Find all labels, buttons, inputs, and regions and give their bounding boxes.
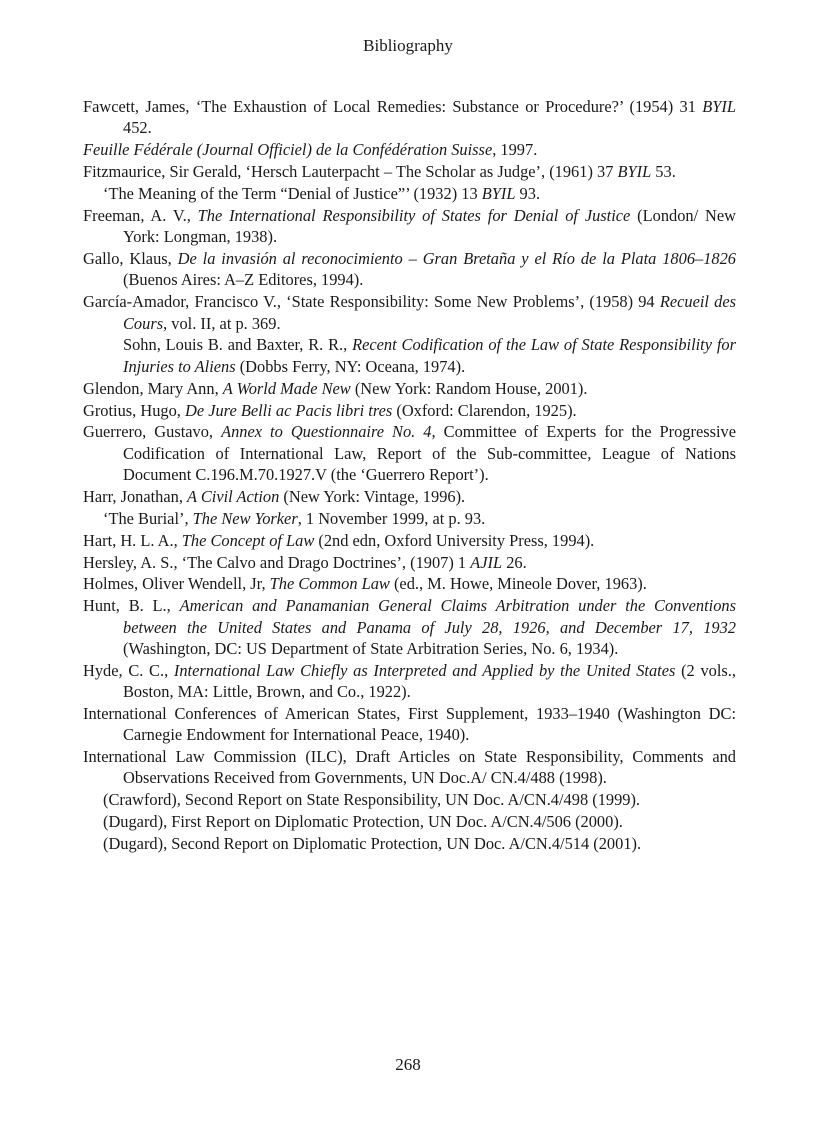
entry-text: 53. [651, 162, 676, 182]
bibliography-entry [83, 421, 736, 485]
bibliography-entry [83, 378, 736, 399]
entry-text: Fitzmaurice, Sir Gerald, ‘Hersch Lauterpacht – The Scholar as Judge’, (1961) 37 [83, 162, 618, 182]
bibliography-entry [83, 746, 736, 789]
entry-title-italic: The Common Law [269, 574, 390, 594]
bibliography-entry [83, 703, 736, 746]
entry-text: (New York: Random House, 2001). [350, 378, 588, 398]
entry-text: Hyde, C. C., [83, 660, 174, 680]
entry-text: (Buenos Aires: A–Z Editores, 1994). [123, 270, 364, 290]
entry-text: International Conferences of American States, First Supplement, 1933–1940 (Washington DC: Carnegie Endowment for International Peace, 1940). [83, 704, 736, 745]
entry-title-italic: The International Responsibility of States for Denial of Justice [197, 205, 631, 225]
bibliography-list [83, 96, 736, 855]
bibliography-entry [83, 161, 736, 182]
entry-text: Fawcett, James, ‘The Exhaustion of Local Remedies: Substance or Procedure?’ (1954) 31 [83, 97, 703, 116]
bibliography-entry [83, 789, 736, 810]
entry-text: (2nd edn, Oxford University Press, 1994). [314, 530, 595, 550]
entry-title-italic: American and Panamanian General Claims Arbitration under the Conventions between the United States and Panama of July 28, 1926, and December 17, 1932 [123, 596, 736, 637]
entry-text: (Dobbs Ferry, NY: Oceana, 1974). [235, 356, 466, 376]
entry-text: Hart, H. L. A., [83, 530, 182, 550]
entry-text: García-Amador, Francisco V., ‘State Responsibility: Some New Problems’, (1958) 94 [83, 292, 660, 312]
entry-text: (Oxford: Clarendon, 1925). [392, 400, 577, 420]
entry-title-italic: Feuille Fédérale (Journal Officiel) de la Confédération Suisse [83, 140, 493, 160]
entry-text: 452. [123, 118, 152, 138]
bibliography-entry [83, 530, 736, 551]
entry-title-italic: De la invasión al reconocimiento – Gran Bretaña y el Río de la Plata 1806–1826 [177, 249, 736, 269]
entry-text: (Washington, DC: US Department of State Arbitration Series, No. 6, 1934). [123, 638, 619, 658]
entry-text: Hunt, B. L., [83, 596, 180, 616]
bibliography-entry [83, 486, 736, 507]
bibliography-entry [83, 573, 736, 594]
entry-title-italic: BYIL [481, 183, 516, 203]
entry-title-italic: International Law Chiefly as Interpreted and Applied by the United States [173, 660, 676, 680]
entry-title-italic: The Concept of Law [181, 530, 315, 550]
entry-text: (London/ New York: Longman, 1938). [123, 205, 736, 247]
entry-text: 26. [502, 552, 527, 572]
bibliography-entry [83, 552, 736, 573]
bibliography-entry [83, 833, 736, 854]
entry-text: Gallo, Klaus, [83, 249, 178, 269]
bibliography-entry [83, 291, 736, 334]
running-header: Bibliography [363, 36, 453, 55]
entry-text: Grotius, Hugo, [83, 400, 185, 420]
bibliography-entry [83, 96, 736, 139]
entry-title-italic: Recueil des Cours [123, 292, 737, 333]
entry-title-italic: BYIL [617, 162, 652, 182]
entry-text: 93. [515, 183, 541, 203]
entry-text: Holmes, Oliver Wendell, Jr, [83, 574, 270, 594]
entry-text: (New York: Vintage, 1996). [279, 486, 466, 506]
entry-title-italic: BYIL [702, 97, 736, 116]
entry-title-italic: A World Made New [222, 378, 351, 398]
entry-text: Glendon, Mary Ann, [83, 378, 223, 398]
entry-text: (ed., M. Howe, Mineole Dover, 1963). [389, 574, 647, 594]
entry-text: International Law Commission (ILC), Draft Articles on State Responsibility, Comments and Observations Received from Governments, UN Doc.A/ CN.4/488 (1998). [83, 747, 736, 788]
bibliography-entry [83, 205, 736, 248]
entry-text: (Crawford), Second Report on State Responsibility, UN Doc. A/CN.4/498 (1999). [103, 790, 641, 810]
entry-text: Sohn, Louis B. and Baxter, R. R., [123, 335, 353, 355]
entry-text: , Committee of Experts for the Progressive Codification of International Law, Report of the Sub-committee, League of Nations Document C.196.M.70.1927.V (the ‘Guerrero Report’). [123, 422, 737, 484]
entry-text: (Dugard), First Report on Diplomatic Protection, UN Doc. A/CN.4/506 (2000). [103, 812, 623, 832]
bibliography-entry [83, 811, 736, 832]
bibliography-entry [83, 660, 736, 703]
entry-title-italic: The New Yorker [192, 508, 298, 528]
entry-text: Guerrero, Gustavo, [83, 422, 222, 442]
bibliography-entry [83, 508, 736, 529]
bibliography-entry [83, 183, 736, 204]
entry-text: Hersley, A. S., ‘The Calvo and Drago Doctrines’, (1907) 1 [83, 552, 471, 572]
bibliography-entry [83, 248, 736, 291]
entry-text: (2 vols., Boston, MA: Little, Brown, and Co., 1922). [123, 660, 736, 702]
entry-text: ‘The Meaning of the Term “Denial of Justice”’ (1932) 13 [103, 183, 482, 203]
entry-text: , vol. II, at p. 369. [163, 313, 281, 333]
entry-title-italic: Annex to Questionnaire No. 4 [221, 422, 432, 442]
bibliography-entry [83, 334, 736, 377]
entry-title-italic: Recent Codification of the Law of State Responsibility for Injuries to Aliens [123, 335, 736, 376]
entry-text: ‘The Burial’, [103, 508, 193, 528]
bibliography-entry [83, 139, 736, 160]
entry-text: (Dugard), Second Report on Diplomatic Protection, UN Doc. A/CN.4/514 (2001). [103, 834, 642, 854]
entry-text: Freeman, A. V., [83, 205, 198, 225]
bibliography-entry [83, 595, 736, 659]
page-number: 268 [395, 1055, 421, 1074]
entry-title-italic: De Jure Belli ac Pacis libri tres [185, 400, 393, 420]
entry-text: , 1997. [492, 140, 538, 160]
entry-text: Harr, Jonathan, [83, 486, 188, 506]
entry-title-italic: A Civil Action [187, 486, 280, 506]
bibliography-entry [83, 400, 736, 421]
entry-title-italic: AJIL [470, 552, 503, 572]
entry-text: , 1 November 1999, at p. 93. [297, 508, 486, 528]
